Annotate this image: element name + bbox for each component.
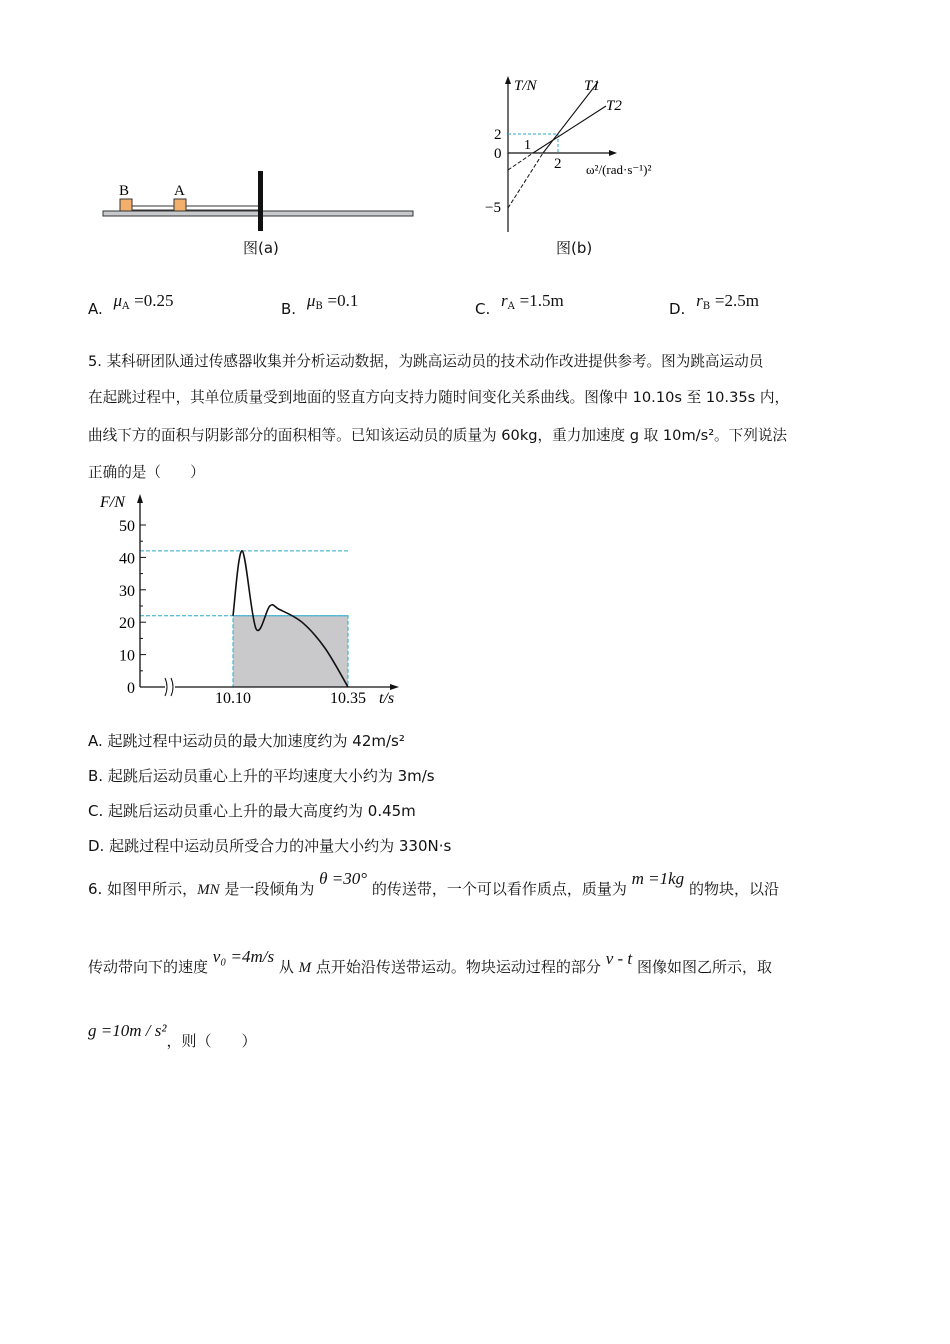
figure-b-svg [478, 72, 698, 237]
q6-line-3: g =10m / s²，则（ ） [88, 1021, 257, 1050]
q5-line-1: 5. 某科研团队通过传感器收集并分析运动数据，为跳高运动员的技术动作改进提供参考。图为跳高运动员 [88, 353, 764, 370]
t2-dashed [508, 153, 533, 170]
q6-vt: v - t [605, 949, 633, 968]
q5-option-d: D. 起跳过程中运动员所受合力的冲量大小约为 330N·s [88, 837, 452, 855]
q6-theta: θ =30° [319, 869, 368, 888]
x-tick-label-0: 10.10 [215, 690, 251, 707]
x-tick-label-1: 10.35 [330, 690, 366, 707]
q6-line-2: 传动带向下的速度 v₀ =4m/s 从 M 点开始沿传送带运动。物块运动过程的部分 v - t 图像如图乙所示，取 [88, 947, 772, 976]
q4-option-b: B. $\mu_B =0.1$ [281, 291, 359, 318]
figure-b-caption: 图(b) [556, 239, 593, 257]
label-b: B [119, 183, 130, 199]
block-b [120, 199, 132, 211]
q6-line-1: 6. 如图甲所示，MN 是一段倾角为 θ =30° 的传送带，一个可以看作质点，质量为 m =1kg 的物块，以沿 [88, 869, 779, 898]
figure-a-caption: 图(a) [243, 239, 279, 257]
t2-label: T2 [606, 98, 622, 114]
x-axis-arrow [609, 150, 617, 156]
axis-break [165, 678, 173, 696]
q4-option-d: D. $r_B =2.5m$ [669, 291, 759, 318]
x-axis-label: ω²/(rad·s⁻¹)² [586, 162, 652, 177]
x-axis-label: t/s [379, 690, 395, 707]
q5-line-2: 在起跳过程中，其单位质量受到地面的竖直方向支持力随时间变化关系曲线。图像中 10.10s 至 10.35s 内， [88, 389, 790, 406]
q5-chart-svg [95, 488, 415, 713]
q5-option-b: B. 起跳后运动员重心上升的平均速度大小约为 3m/s [88, 767, 435, 785]
y-tick-label-40: 40 [119, 550, 135, 568]
y-axis-arrow [137, 494, 143, 503]
label-a: A [174, 183, 185, 199]
tick-y-2: 2 [494, 127, 502, 143]
q5-chart [95, 488, 415, 713]
y-tick-label-50: 50 [119, 518, 135, 535]
tick-x-1: 1 [524, 138, 531, 153]
tick-x-2: 2 [554, 156, 562, 172]
shaded-area [233, 616, 348, 687]
y-tick-label-30: 30 [119, 582, 135, 600]
block-a [174, 199, 186, 211]
t1-label: T1 [584, 78, 600, 94]
y-tick-label-10: 10 [119, 647, 135, 665]
q5-line-4: 正确的是（ ） [88, 464, 205, 481]
t2-line [533, 106, 606, 153]
y-axis-arrow [505, 76, 511, 84]
figure-b [478, 72, 698, 237]
y-tick-label-0: 0 [127, 680, 135, 697]
y-axis-label: F/N [100, 494, 125, 511]
q6-v0: v₀ =4m/s [212, 947, 275, 966]
q4-option-a: A. $\mu_A =0.25$ [88, 291, 174, 318]
axis-shaft [258, 171, 263, 231]
q4-option-c: C. $r_A =1.5m$ [475, 291, 564, 318]
q4-options [88, 290, 888, 320]
y-tick-label-20: 20 [119, 615, 135, 633]
tick-y-0: 0 [494, 146, 502, 162]
q6-mass: m =1kg [631, 869, 685, 888]
tick-y-neg5: −5 [485, 200, 501, 216]
q5-option-c: C. 起跳后运动员重心上升的最大高度约为 0.45m [88, 802, 416, 820]
t1-dashed [508, 153, 543, 208]
q5-option-a: A. 起跳过程中运动员的最大加速度约为 42m/s² [88, 732, 405, 750]
y-axis-label: T/N [514, 78, 537, 94]
q6-g: g =10m / s² [88, 1021, 167, 1040]
q5-line-3: 曲线下方的面积与阴影部分的面积相等。已知该运动员的质量为 60kg，重力加速度 g 取 10m/s²。下列说法 [88, 427, 788, 444]
